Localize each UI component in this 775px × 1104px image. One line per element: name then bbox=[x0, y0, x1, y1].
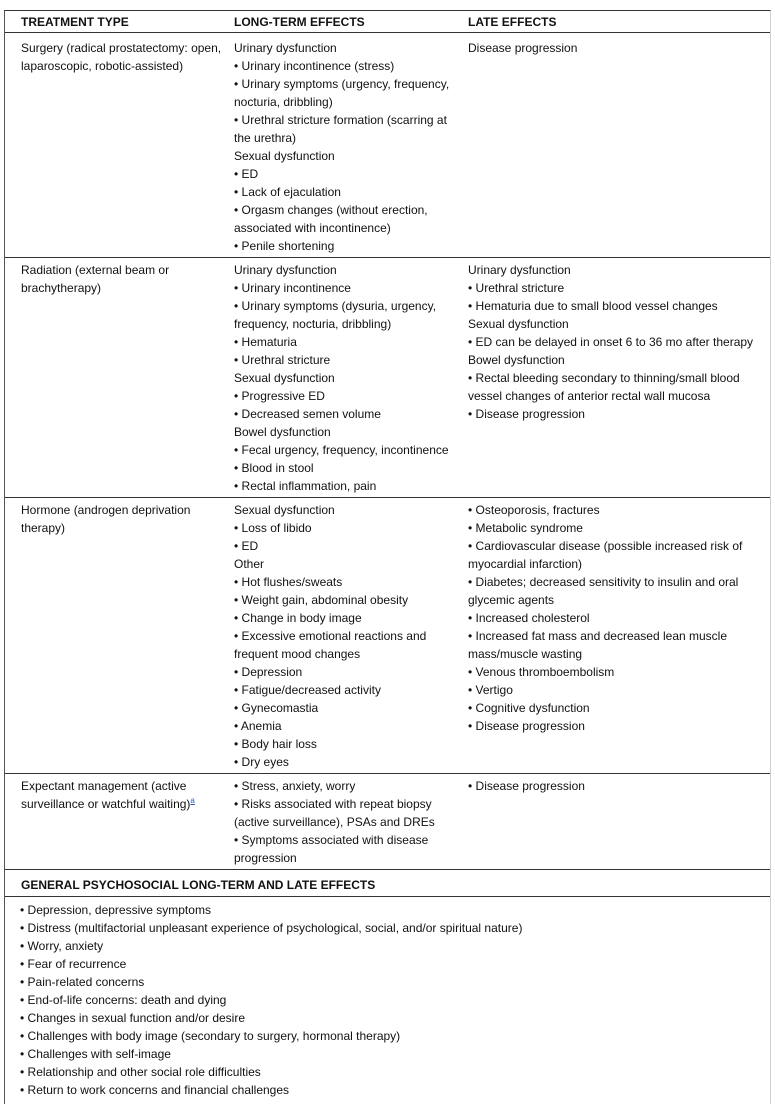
effect-line: progression bbox=[234, 851, 297, 865]
list-item: • Distress (multifactorial unpleasant experience of psychological, social, and/or spiritual nature) bbox=[20, 921, 523, 935]
long-term-cell bbox=[234, 261, 460, 495]
effect-line: Other bbox=[234, 557, 265, 571]
treatment-cell bbox=[21, 777, 226, 813]
effect-line: • Disease progression bbox=[468, 779, 585, 793]
treatment-cell bbox=[21, 261, 226, 297]
treatment-line: laparoscopic, robotic-assisted) bbox=[21, 59, 184, 73]
late-cell bbox=[468, 39, 768, 57]
treatment-cell bbox=[21, 39, 226, 75]
long-term-cell bbox=[234, 777, 460, 867]
effect-line: • Urethral stricture formation (scarring at bbox=[234, 113, 447, 127]
list-item: • Relationship and other social role difficulties bbox=[20, 1065, 261, 1079]
effect-line: • Anemia bbox=[234, 719, 282, 733]
effect-line: • Disease progression bbox=[468, 407, 585, 421]
effect-line: Sexual dysfunction bbox=[234, 149, 335, 163]
effect-line: • Urinary symptoms (urgency, frequency, bbox=[234, 77, 450, 91]
effect-line: Disease progression bbox=[468, 41, 578, 55]
header-long-term-effects: LONG-TERM EFFECTS bbox=[234, 15, 365, 29]
treatment-cell bbox=[21, 501, 226, 537]
treatment-line-text: surveillance or watchful waiting) bbox=[21, 797, 191, 811]
footnote-a-link[interactable]: a bbox=[190, 796, 195, 805]
effect-line: Bowel dysfunction bbox=[468, 353, 565, 367]
row-divider bbox=[5, 869, 770, 870]
treatment-line: brachytherapy) bbox=[21, 281, 102, 295]
effect-line: glycemic agents bbox=[468, 593, 555, 607]
effect-line: • Increased cholesterol bbox=[468, 611, 590, 625]
effect-line: vessel changes of anterior rectal wall mucosa bbox=[468, 389, 711, 403]
effect-line: • Urinary symptoms (dysuria, urgency, bbox=[234, 299, 437, 313]
effect-line: • Disease progression bbox=[468, 719, 585, 733]
effect-line: nocturia, dribbling) bbox=[234, 95, 333, 109]
effect-line: • Urinary incontinence bbox=[234, 281, 351, 295]
general-effects-list bbox=[20, 901, 522, 1099]
effect-line: • Weight gain, abdominal obesity bbox=[234, 593, 409, 607]
effect-line: (active surveillance), PSAs and DREs bbox=[234, 815, 435, 829]
effect-line: • Rectal bleeding secondary to thinning/small blood bbox=[468, 371, 740, 385]
effect-line: • ED bbox=[234, 167, 259, 181]
effect-line: • Symptoms associated with disease bbox=[234, 833, 429, 847]
effect-line: • Change in body image bbox=[234, 611, 362, 625]
effect-line: • Gynecomastia bbox=[234, 701, 319, 715]
effect-line: Sexual dysfunction bbox=[468, 317, 569, 331]
effect-line: Sexual dysfunction bbox=[234, 503, 335, 517]
effect-line: • Decreased semen volume bbox=[234, 407, 381, 421]
long-term-cell bbox=[234, 39, 460, 255]
effect-line: • Depression bbox=[234, 665, 303, 679]
list-item: • Changes in sexual function and/or desire bbox=[20, 1011, 246, 1025]
header-treatment-type: TREATMENT TYPE bbox=[21, 15, 129, 29]
effect-line: • ED bbox=[234, 539, 259, 553]
effects-table bbox=[4, 10, 771, 1104]
effect-line: • Cardiovascular disease (possible increased risk of bbox=[468, 539, 743, 553]
list-item: • End-of-life concerns: death and dying bbox=[20, 993, 227, 1007]
effect-line: the urethra) bbox=[234, 131, 297, 145]
effect-line: • Blood in stool bbox=[234, 461, 314, 475]
effect-line: • Osteoporosis, fractures bbox=[468, 503, 600, 517]
effect-line: • Body hair loss bbox=[234, 737, 317, 751]
effect-line: • Rectal inflammation, pain bbox=[234, 479, 377, 493]
list-item: • Pain-related concerns bbox=[20, 975, 145, 989]
effect-line: • Urinary incontinence (stress) bbox=[234, 59, 395, 73]
effect-line: • Stress, anxiety, worry bbox=[234, 779, 356, 793]
list-item: • Worry, anxiety bbox=[20, 939, 104, 953]
treatment-line: Expectant management (active bbox=[21, 779, 187, 793]
row-divider bbox=[5, 773, 770, 774]
treatment-line: therapy) bbox=[21, 521, 66, 535]
header-late-effects: LATE EFFECTS bbox=[468, 15, 557, 29]
effect-line: mass/muscle wasting bbox=[468, 647, 583, 661]
general-section-title: GENERAL PSYCHOSOCIAL LONG-TERM AND LATE EFFECTS bbox=[21, 878, 376, 892]
late-cell bbox=[468, 501, 768, 735]
effect-line: frequency, nocturia, dribbling) bbox=[234, 317, 392, 331]
effect-line: • Fecal urgency, frequency, incontinence bbox=[234, 443, 449, 457]
treatment-line: Hormone (androgen deprivation bbox=[21, 503, 191, 517]
row-divider bbox=[5, 497, 770, 498]
effect-line: associated with incontinence) bbox=[234, 221, 391, 235]
effect-line: frequent mood changes bbox=[234, 647, 361, 661]
list-item: • Challenges with self-image bbox=[20, 1047, 171, 1061]
list-item: • Challenges with body image (secondary to surgery, hormonal therapy) bbox=[20, 1029, 401, 1043]
effect-line: • Excessive emotional reactions and bbox=[234, 629, 427, 643]
effect-line: • Dry eyes bbox=[234, 755, 289, 769]
effect-line: Bowel dysfunction bbox=[234, 425, 331, 439]
late-cell bbox=[468, 261, 768, 423]
effect-line: • Vertigo bbox=[468, 683, 513, 697]
effect-line: • Increased fat mass and decreased lean muscle bbox=[468, 629, 728, 643]
effect-line: • Fatigue/decreased activity bbox=[234, 683, 381, 697]
effect-line: • Venous thromboembolism bbox=[468, 665, 615, 679]
effect-line: • Metabolic syndrome bbox=[468, 521, 583, 535]
effect-line: • Lack of ejaculation bbox=[234, 185, 341, 199]
effect-line: Urinary dysfunction bbox=[234, 41, 337, 55]
row-divider bbox=[5, 257, 770, 258]
list-item: • Return to work concerns and financial challenges bbox=[20, 1083, 290, 1097]
effect-line: • Risks associated with repeat biopsy bbox=[234, 797, 432, 811]
list-item: • Fear of recurrence bbox=[20, 957, 127, 971]
late-cell bbox=[468, 777, 768, 795]
effect-line: • Hematuria due to small blood vessel changes bbox=[468, 299, 718, 313]
table-header-row bbox=[5, 11, 770, 33]
effect-line: • Loss of libido bbox=[234, 521, 312, 535]
effect-line: • Penile shortening bbox=[234, 239, 335, 253]
effect-line: • Progressive ED bbox=[234, 389, 325, 403]
effect-line: • Cognitive dysfunction bbox=[468, 701, 590, 715]
effect-line: Urinary dysfunction bbox=[468, 263, 571, 277]
effect-line: • Orgasm changes (without erection, bbox=[234, 203, 428, 217]
effect-line: • Urethral stricture bbox=[468, 281, 565, 295]
effect-line: Sexual dysfunction bbox=[234, 371, 335, 385]
effect-line: • Hot flushes/sweats bbox=[234, 575, 343, 589]
long-term-cell bbox=[234, 501, 460, 771]
effect-line: myocardial infarction) bbox=[468, 557, 583, 571]
effect-line: • ED can be delayed in onset 6 to 36 mo after therapy bbox=[468, 335, 754, 349]
effect-line: • Urethral stricture bbox=[234, 353, 331, 367]
effect-line: • Hematuria bbox=[234, 335, 297, 349]
treatment-line bbox=[21, 795, 226, 813]
treatment-line: Surgery (radical prostatectomy: open, bbox=[21, 41, 222, 55]
list-item: • Depression, depressive symptoms bbox=[20, 903, 211, 917]
effect-line: • Diabetes; decreased sensitivity to insulin and oral bbox=[468, 575, 739, 589]
treatment-line: Radiation (external beam or bbox=[21, 263, 170, 277]
section-divider bbox=[5, 896, 770, 897]
effect-line: Urinary dysfunction bbox=[234, 263, 337, 277]
